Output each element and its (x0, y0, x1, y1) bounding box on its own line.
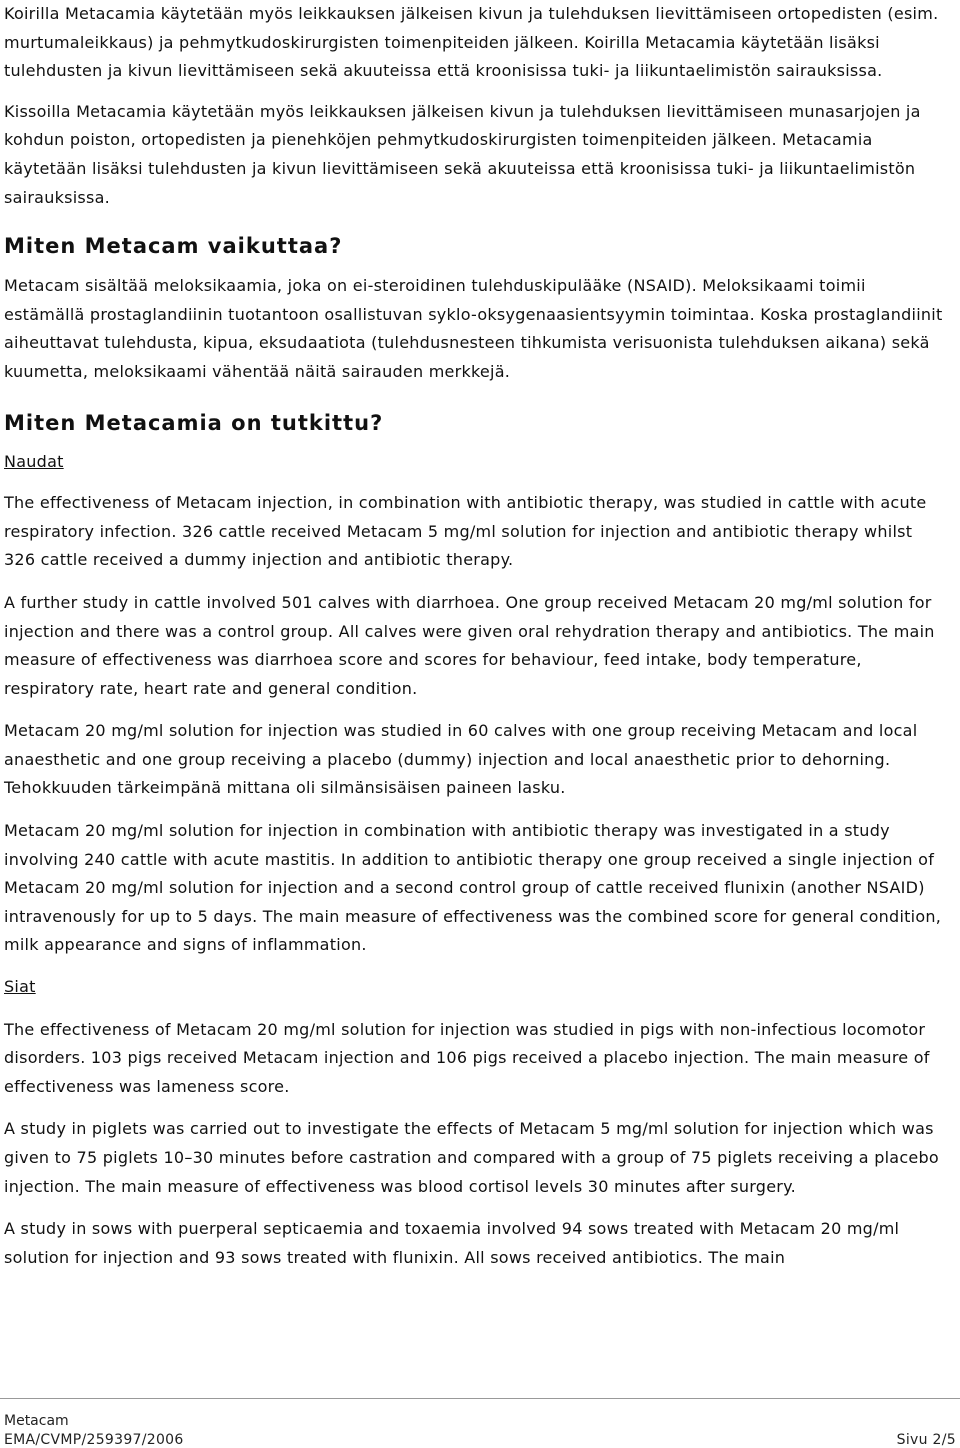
subheading-pigs: Siat (4, 977, 36, 997)
footer-page-number: Sivu 2/5 (896, 1432, 956, 1448)
paragraph-pigs-2: A study in piglets was carried out to investigate the effects of Metacam 5 mg/ml solution for injection which was given to 75 piglets 10–30 minutes before castration and compared with a group of 75 piglets receiving a placebo injection. The main measure of effectiveness was blood cortisol levels 30 minutes after surgery. (4, 1119, 939, 1196)
paragraph-cattle-2: A further study in cattle involved 501 calves with diarrhoea. One group received Metacam 20 mg/ml solution for injection and there was a control group. All calves were given oral rehydration therapy and antibiotics. The main measure of effectiveness was diarrhoea score and scores for behaviour, feed intake, body temperature, respiratory rate, heart rate and general condition. (4, 592, 935, 698)
paragraph-cattle-1: The effectiveness of Metacam injection, in combination with antibiotic therapy, was studied in cattle with acute respiratory infection. 326 cattle received Metacam 5 mg/ml solution for injection and antibiotic therapy whilst 326 cattle received a dummy injection and antibiotic therapy. (4, 493, 927, 570)
paragraph-cattle-4: Metacam 20 mg/ml solution for injection in combination with antibiotic therapy was investigated in a study involving 240 cattle with acute mastitis. In addition to antibiotic therapy one group received a single injection of Metacam 20 mg/ml solution for injection and a second control group of cattle received flunixin (another NSAID) intravenously for up to 5 days. The main measure of effectiveness was the combined score for general condition, milk appearance and signs of inflammation. (4, 821, 942, 955)
heading-how-metacam-works: Miten Metacam vaikuttaa? (4, 234, 343, 259)
heading-how-studied: Miten Metacamia on tutkittu? (4, 410, 384, 435)
document-page (4, 0, 948, 1272)
paragraph-cattle-3: Metacam 20 mg/ml solution for injection was studied in 60 calves with one group receiving Metacam and local anaesthetic and one group receiving a placebo (dummy) injection and local anaesthetic prior to dehorning. Tehokkuuden tärkeimpänä mittana oli silmänsisäisen paineen lasku. (4, 721, 918, 798)
footer-product: Metacam (4, 1413, 69, 1429)
paragraph-pigs-1: The effectiveness of Metacam 20 mg/ml solution for injection was studied in pigs with non-infectious locomotor disorders. 103 pigs received Metacam injection and 106 pigs received a placebo injection. The main measure of effectiveness was lameness score. (4, 1019, 930, 1096)
paragraph-dogs: Koirilla Metacamia käytetään myös leikkauksen jälkeisen kivun ja tulehduksen lievittämiseen ortopedisten (esim. murtumaleikkaus) ja pehmytkudoskirurgisten toimenpiteiden jälkeen. Koirilla Metacamia käytetään lisäksi tulehdusten ja kivun lievittämiseen sekä akuuteissa että kroonisissa tuki- ja liikuntaelimistön sairauksissa. (4, 4, 939, 81)
page-footer (0, 1398, 960, 1448)
paragraph-mechanism: Metacam sisältää meloksikaamia, joka on ei-steroidinen tulehduskipulääke (NSAID). Meloksikaami toimii estämällä prostaglandiinin tuotantoon osallistuvan syklo-oksygenaasientsyymin toimintaa. Koska prostaglandiinit aiheuttavat tulehdusta, kipua, eksudaatiota (tulehdusnesteen tihkumista verisuonista tulehduksen aikana) sekä kuumetta, meloksikaami vähentää näitä sairauden merkkejä. (4, 276, 943, 381)
paragraph-pigs-3: A study in sows with puerperal septicaemia and toxaemia involved 94 sows treated with Metacam 20 mg/ml solution for injection and 93 sows treated with flunixin. All sows received antibiotics. The main (4, 1219, 900, 1267)
footer-doc-ref: EMA/CVMP/259397/2006 (4, 1432, 184, 1448)
subheading-cattle: Naudat (4, 451, 64, 471)
paragraph-cats: Kissoilla Metacamia käytetään myös leikkauksen jälkeisen kivun ja tulehduksen lievittämiseen munasarjojen ja kohdun poiston, ortopedisten ja pienehköjen pehmytkudoskirurgisten toimenpiteiden jälkeen. Metacamia käytetään lisäksi tulehdusten ja kivun lievittämiseen sekä akuuteissa että kroonisissa tuki- ja liikuntaelimistön sairauksissa. (4, 101, 921, 207)
